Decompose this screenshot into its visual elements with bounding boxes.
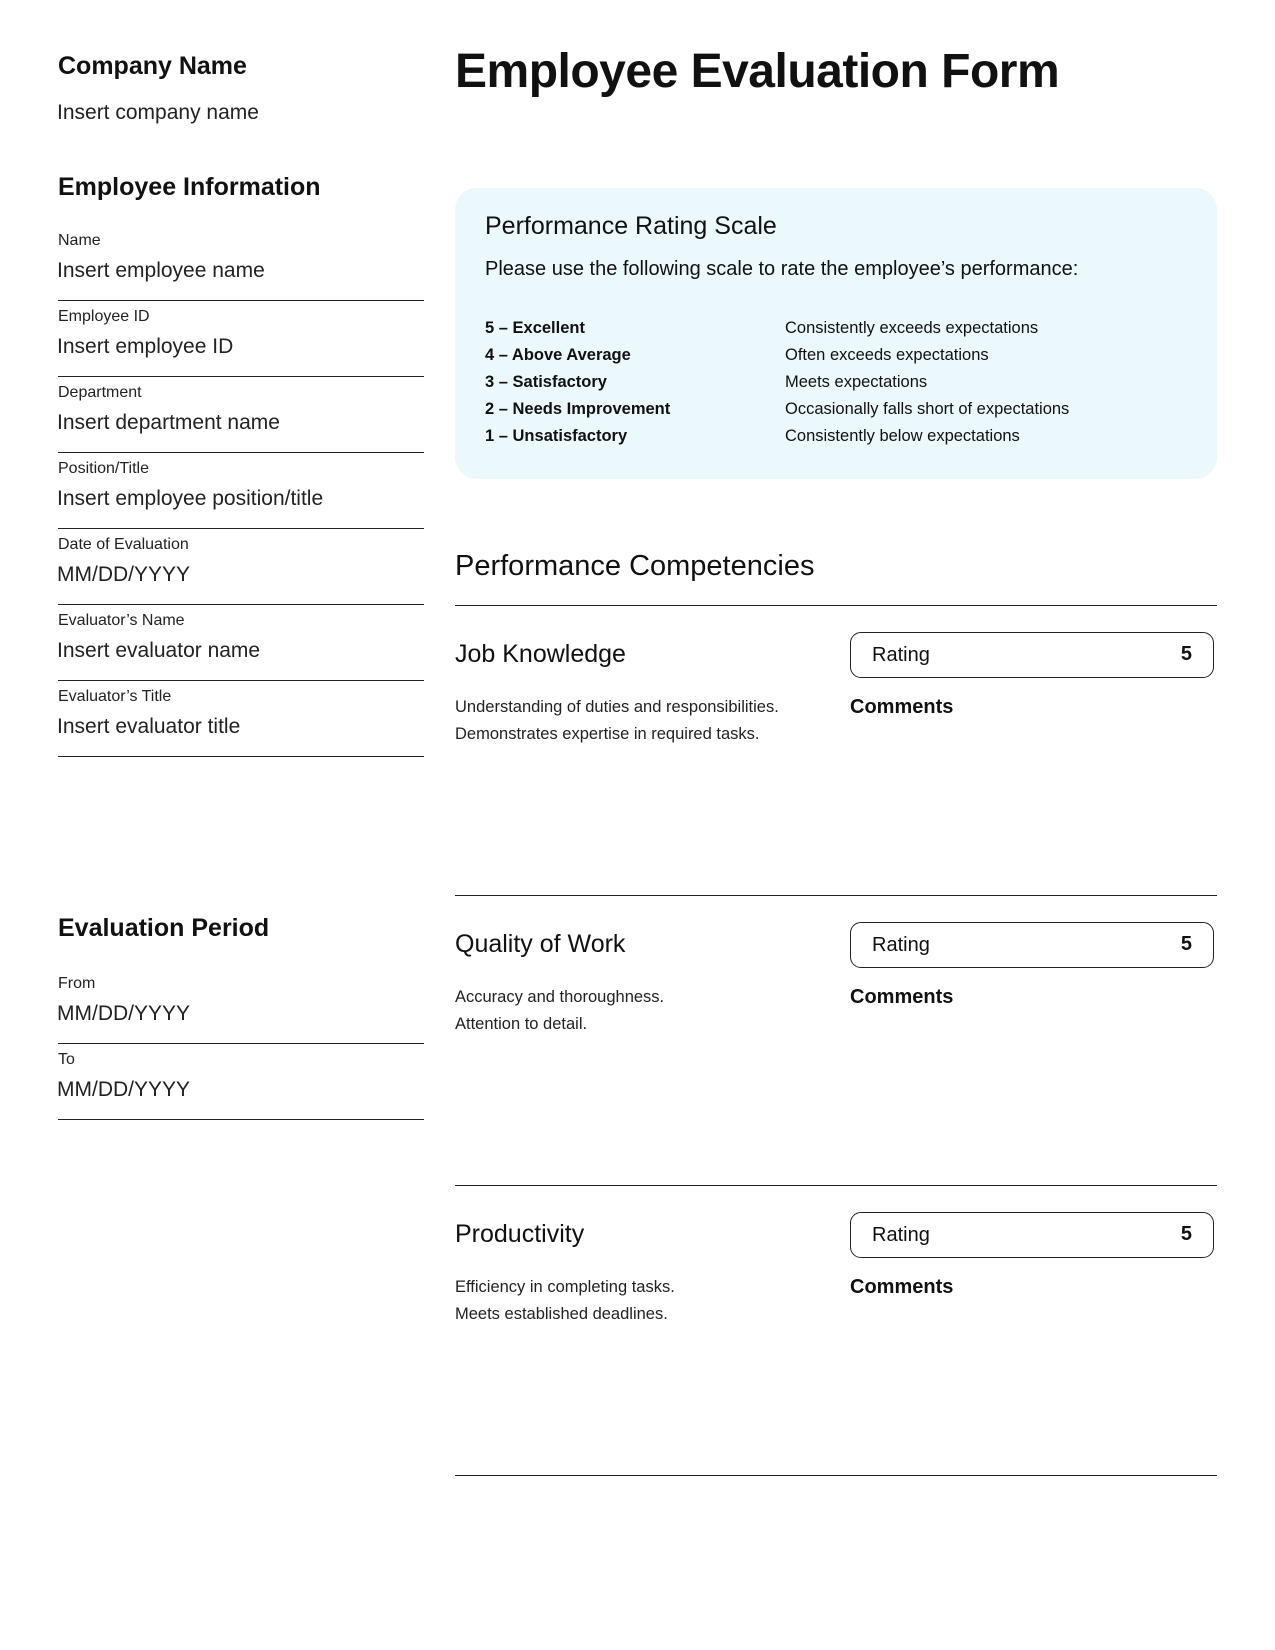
field-value[interactable]: Insert employee name [57,259,265,282]
rating-value: 5 [1180,643,1192,665]
rating-description: Occasionally falls short of expectations [785,400,1070,418]
field-value[interactable]: Insert employee position/title [57,487,324,510]
competency-description-line: Attention to detail. [455,1015,588,1033]
rating-select[interactable] [850,632,1214,678]
rating-level: 3 – Satisfactory [485,373,607,391]
department-field[interactable] [58,384,424,453]
rating-value: 5 [1180,933,1192,955]
rating-label: Rating [872,934,930,956]
comments-label: Comments [850,1276,954,1298]
employee-id-field[interactable] [58,308,424,377]
competency-name: Quality of Work [455,930,626,958]
company-name-field[interactable]: Insert company name [57,101,259,124]
competency-name: Productivity [455,1220,585,1248]
date-of-evaluation-field[interactable] [58,536,424,605]
field-value[interactable]: MM/DD/YYYY [57,563,191,586]
rating-label: Rating [872,644,930,666]
rating-select[interactable] [850,1212,1214,1258]
competency-description-line: Meets established deadlines. [455,1305,668,1323]
rating-scale-panel [455,188,1217,479]
rating-description: Consistently exceeds expectations [785,319,1039,337]
competency-productivity [455,1212,1217,1412]
field-value[interactable]: Insert department name [57,411,280,434]
evaluator-name-field[interactable] [58,612,424,681]
competency-description [455,1274,675,1328]
field-label: To [58,1051,75,1068]
divider [455,605,1217,606]
page-title: Employee Evaluation Form [455,45,1060,98]
rating-select[interactable] [850,922,1214,968]
field-label: Name [58,232,101,249]
divider [455,1475,1217,1476]
divider [455,895,1217,896]
competency-description [455,694,779,748]
competency-description-line: Demonstrates expertise in required tasks. [455,725,760,743]
company-name-heading: Company Name [58,52,247,80]
rating-label: Rating [872,1224,930,1246]
employee-name-field[interactable] [58,232,424,301]
rating-description: Meets expectations [785,373,928,391]
evaluation-period-heading: Evaluation Period [58,914,270,942]
period-from-field[interactable] [58,975,424,1044]
rating-level: 2 – Needs Improvement [485,400,671,418]
rating-level: 1 – Unsatisfactory [485,427,628,445]
rating-scale-row [485,400,1185,426]
employee-information-heading: Employee Information [58,173,321,201]
rating-scale-intro: Please use the following scale to rate the employee’s performance: [485,258,1079,280]
competency-job-knowledge [455,632,1217,832]
competency-name: Job Knowledge [455,640,626,668]
rating-scale-row [485,427,1185,453]
competency-description [455,984,664,1038]
field-label: Date of Evaluation [58,536,189,553]
field-label: From [58,975,96,992]
rating-value: 5 [1180,1223,1192,1245]
field-value[interactable]: Insert evaluator title [57,715,241,738]
field-label: Evaluator’s Name [58,612,185,629]
comments-label: Comments [850,986,954,1008]
field-label: Evaluator’s Title [58,688,172,705]
field-label: Department [58,384,142,401]
rating-description: Often exceeds expectations [785,346,989,364]
rating-scale-row [485,346,1185,372]
rating-level: 5 – Excellent [485,319,585,337]
competency-quality-of-work [455,922,1217,1122]
comments-label: Comments [850,696,954,718]
rating-level: 4 – Above Average [485,346,631,364]
rating-description: Consistently below expectations [785,427,1020,445]
field-label: Position/Title [58,460,149,477]
competency-description-line: Understanding of duties and responsibilities. [455,698,779,716]
rating-scale-row [485,373,1185,399]
rating-scale-row [485,319,1185,345]
field-value[interactable]: MM/DD/YYYY [57,1002,191,1025]
evaluator-title-field[interactable] [58,688,424,757]
position-title-field[interactable] [58,460,424,529]
field-value[interactable]: MM/DD/YYYY [57,1078,191,1101]
field-value[interactable]: Insert employee ID [57,335,234,358]
competency-description-line: Efficiency in completing tasks. [455,1278,675,1296]
field-value[interactable]: Insert evaluator name [57,639,261,662]
divider [455,1185,1217,1186]
competencies-heading: Performance Competencies [455,550,815,582]
rating-scale-title: Performance Rating Scale [485,212,777,240]
period-to-field[interactable] [58,1051,424,1120]
competency-description-line: Accuracy and thoroughness. [455,988,665,1006]
field-label: Employee ID [58,308,150,325]
